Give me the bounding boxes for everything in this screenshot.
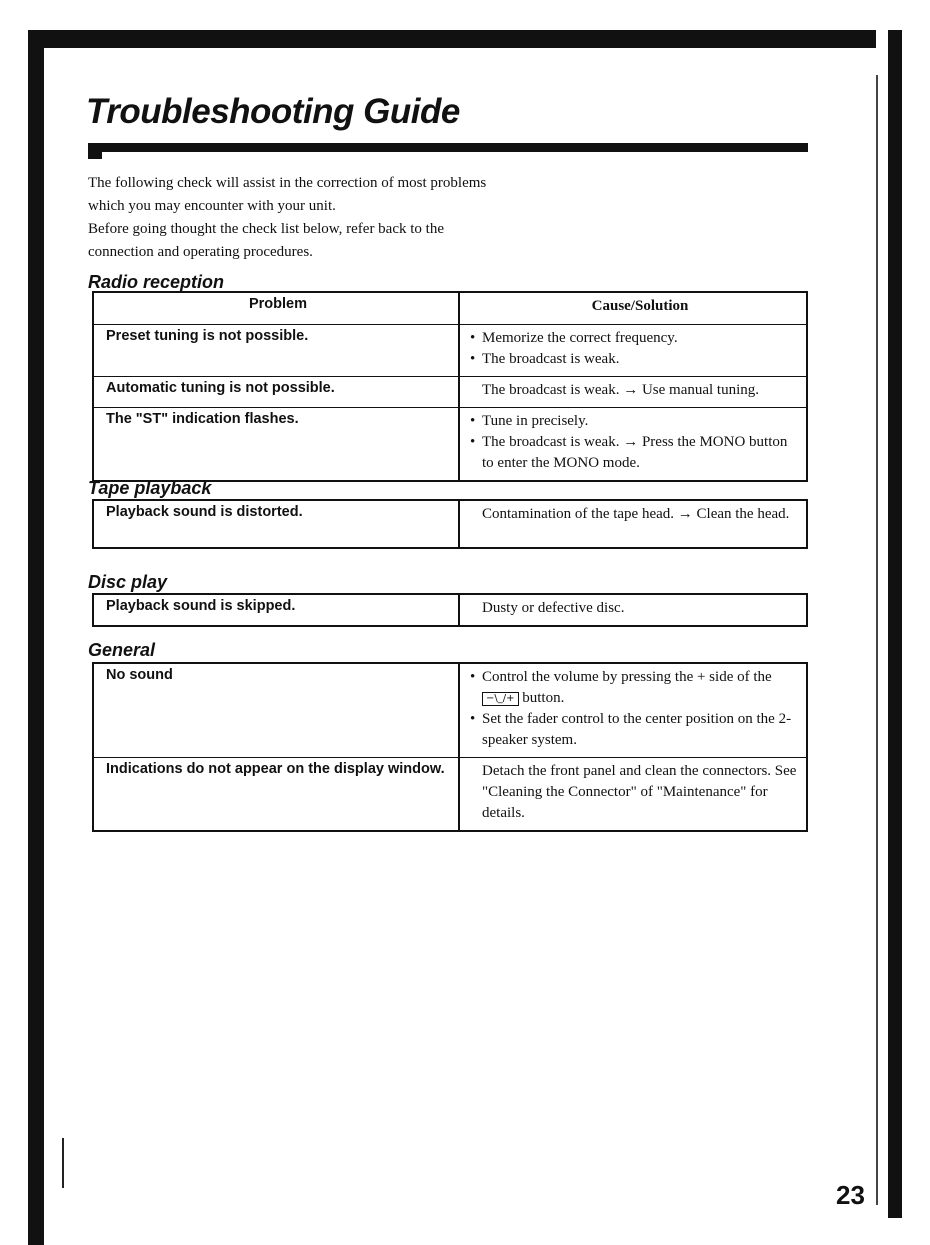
- table-row: [93, 325, 807, 377]
- solution-item: • The broadcast is weak.: [482, 349, 798, 370]
- page-number: 23: [836, 1180, 865, 1210]
- solution-item: • The broadcast is weak. → Press the MONO button to enter the MONO mode.: [482, 432, 798, 474]
- page-title: Troubleshooting Guide: [86, 92, 460, 131]
- section-heading-disc: Disc play: [88, 572, 168, 592]
- table-row: [93, 500, 807, 548]
- solution-item: • Set the fader control to the center position on the 2-speaker system.: [482, 709, 798, 751]
- solution-cell: [459, 500, 807, 548]
- table-row: [93, 377, 807, 408]
- solution-cell: [459, 408, 807, 482]
- left-border-bar: [28, 30, 44, 1245]
- header-cause-solution: Cause/Solution: [459, 292, 807, 325]
- table-radio: [92, 291, 808, 482]
- table-tape: [92, 499, 808, 549]
- solution-cell: [459, 594, 807, 626]
- intro-line: connection and operating procedures.: [88, 244, 313, 260]
- solution-cell: [459, 663, 807, 758]
- left-margin-mark: [62, 1138, 64, 1188]
- intro-line: which you may encounter with your unit.: [88, 198, 336, 214]
- table-disc: [92, 593, 808, 627]
- right-margin-line: [876, 75, 878, 1205]
- problem-cell: Indications do not appear on the display window.: [93, 758, 459, 832]
- problem-cell: Automatic tuning is not possible.: [93, 377, 459, 408]
- solution-item: • Tune in precisely.: [482, 411, 798, 432]
- title-underline-tab: [88, 151, 102, 159]
- section-heading-general: General: [88, 640, 156, 660]
- section-heading-radio: Radio reception: [88, 272, 225, 292]
- header-problem: Problem: [93, 292, 459, 325]
- problem-cell: Playback sound is skipped.: [93, 594, 459, 626]
- solution-item: The broadcast is weak. → Use manual tuning.: [482, 382, 760, 398]
- table-row: [93, 594, 807, 626]
- solution-cell: [459, 758, 807, 832]
- solution-cell: [459, 325, 807, 377]
- solution-item: Dusty or defective disc.: [482, 600, 625, 616]
- solution-item: Contamination of the tape head. → Clean the head.: [482, 506, 790, 522]
- solution-item: Detach the front panel and clean the connectors. See "Cleaning the Connector" of "Maintenance" for details.: [482, 763, 797, 821]
- table-header-row: [93, 292, 807, 325]
- intro-line: Before going thought the check list below, refer back to the: [88, 221, 444, 237]
- intro-paragraph: [88, 172, 608, 264]
- problem-cell: The "ST" indication flashes.: [93, 408, 459, 482]
- title-underline: [88, 143, 808, 152]
- section-heading-tape: Tape playback: [88, 478, 212, 498]
- solution-item: [482, 667, 798, 709]
- table-row: [93, 663, 807, 758]
- solution-text: Control the volume by pressing the + side of the: [482, 669, 772, 685]
- solution-cell: [459, 377, 807, 408]
- problem-cell: Playback sound is distorted.: [93, 500, 459, 548]
- solution-item: • Memorize the correct frequency.: [482, 328, 798, 349]
- table-general: [92, 662, 808, 832]
- table-row: [93, 758, 807, 832]
- table-row: [93, 408, 807, 482]
- top-border-bar: [28, 30, 876, 48]
- problem-cell: No sound: [93, 663, 459, 758]
- problem-cell: Preset tuning is not possible.: [93, 325, 459, 377]
- right-edge-bar: [888, 30, 902, 1218]
- solution-text: button.: [522, 690, 565, 706]
- intro-line: The following check will assist in the correction of most problems: [88, 175, 487, 191]
- volume-button-icon: −\_/+: [482, 692, 519, 706]
